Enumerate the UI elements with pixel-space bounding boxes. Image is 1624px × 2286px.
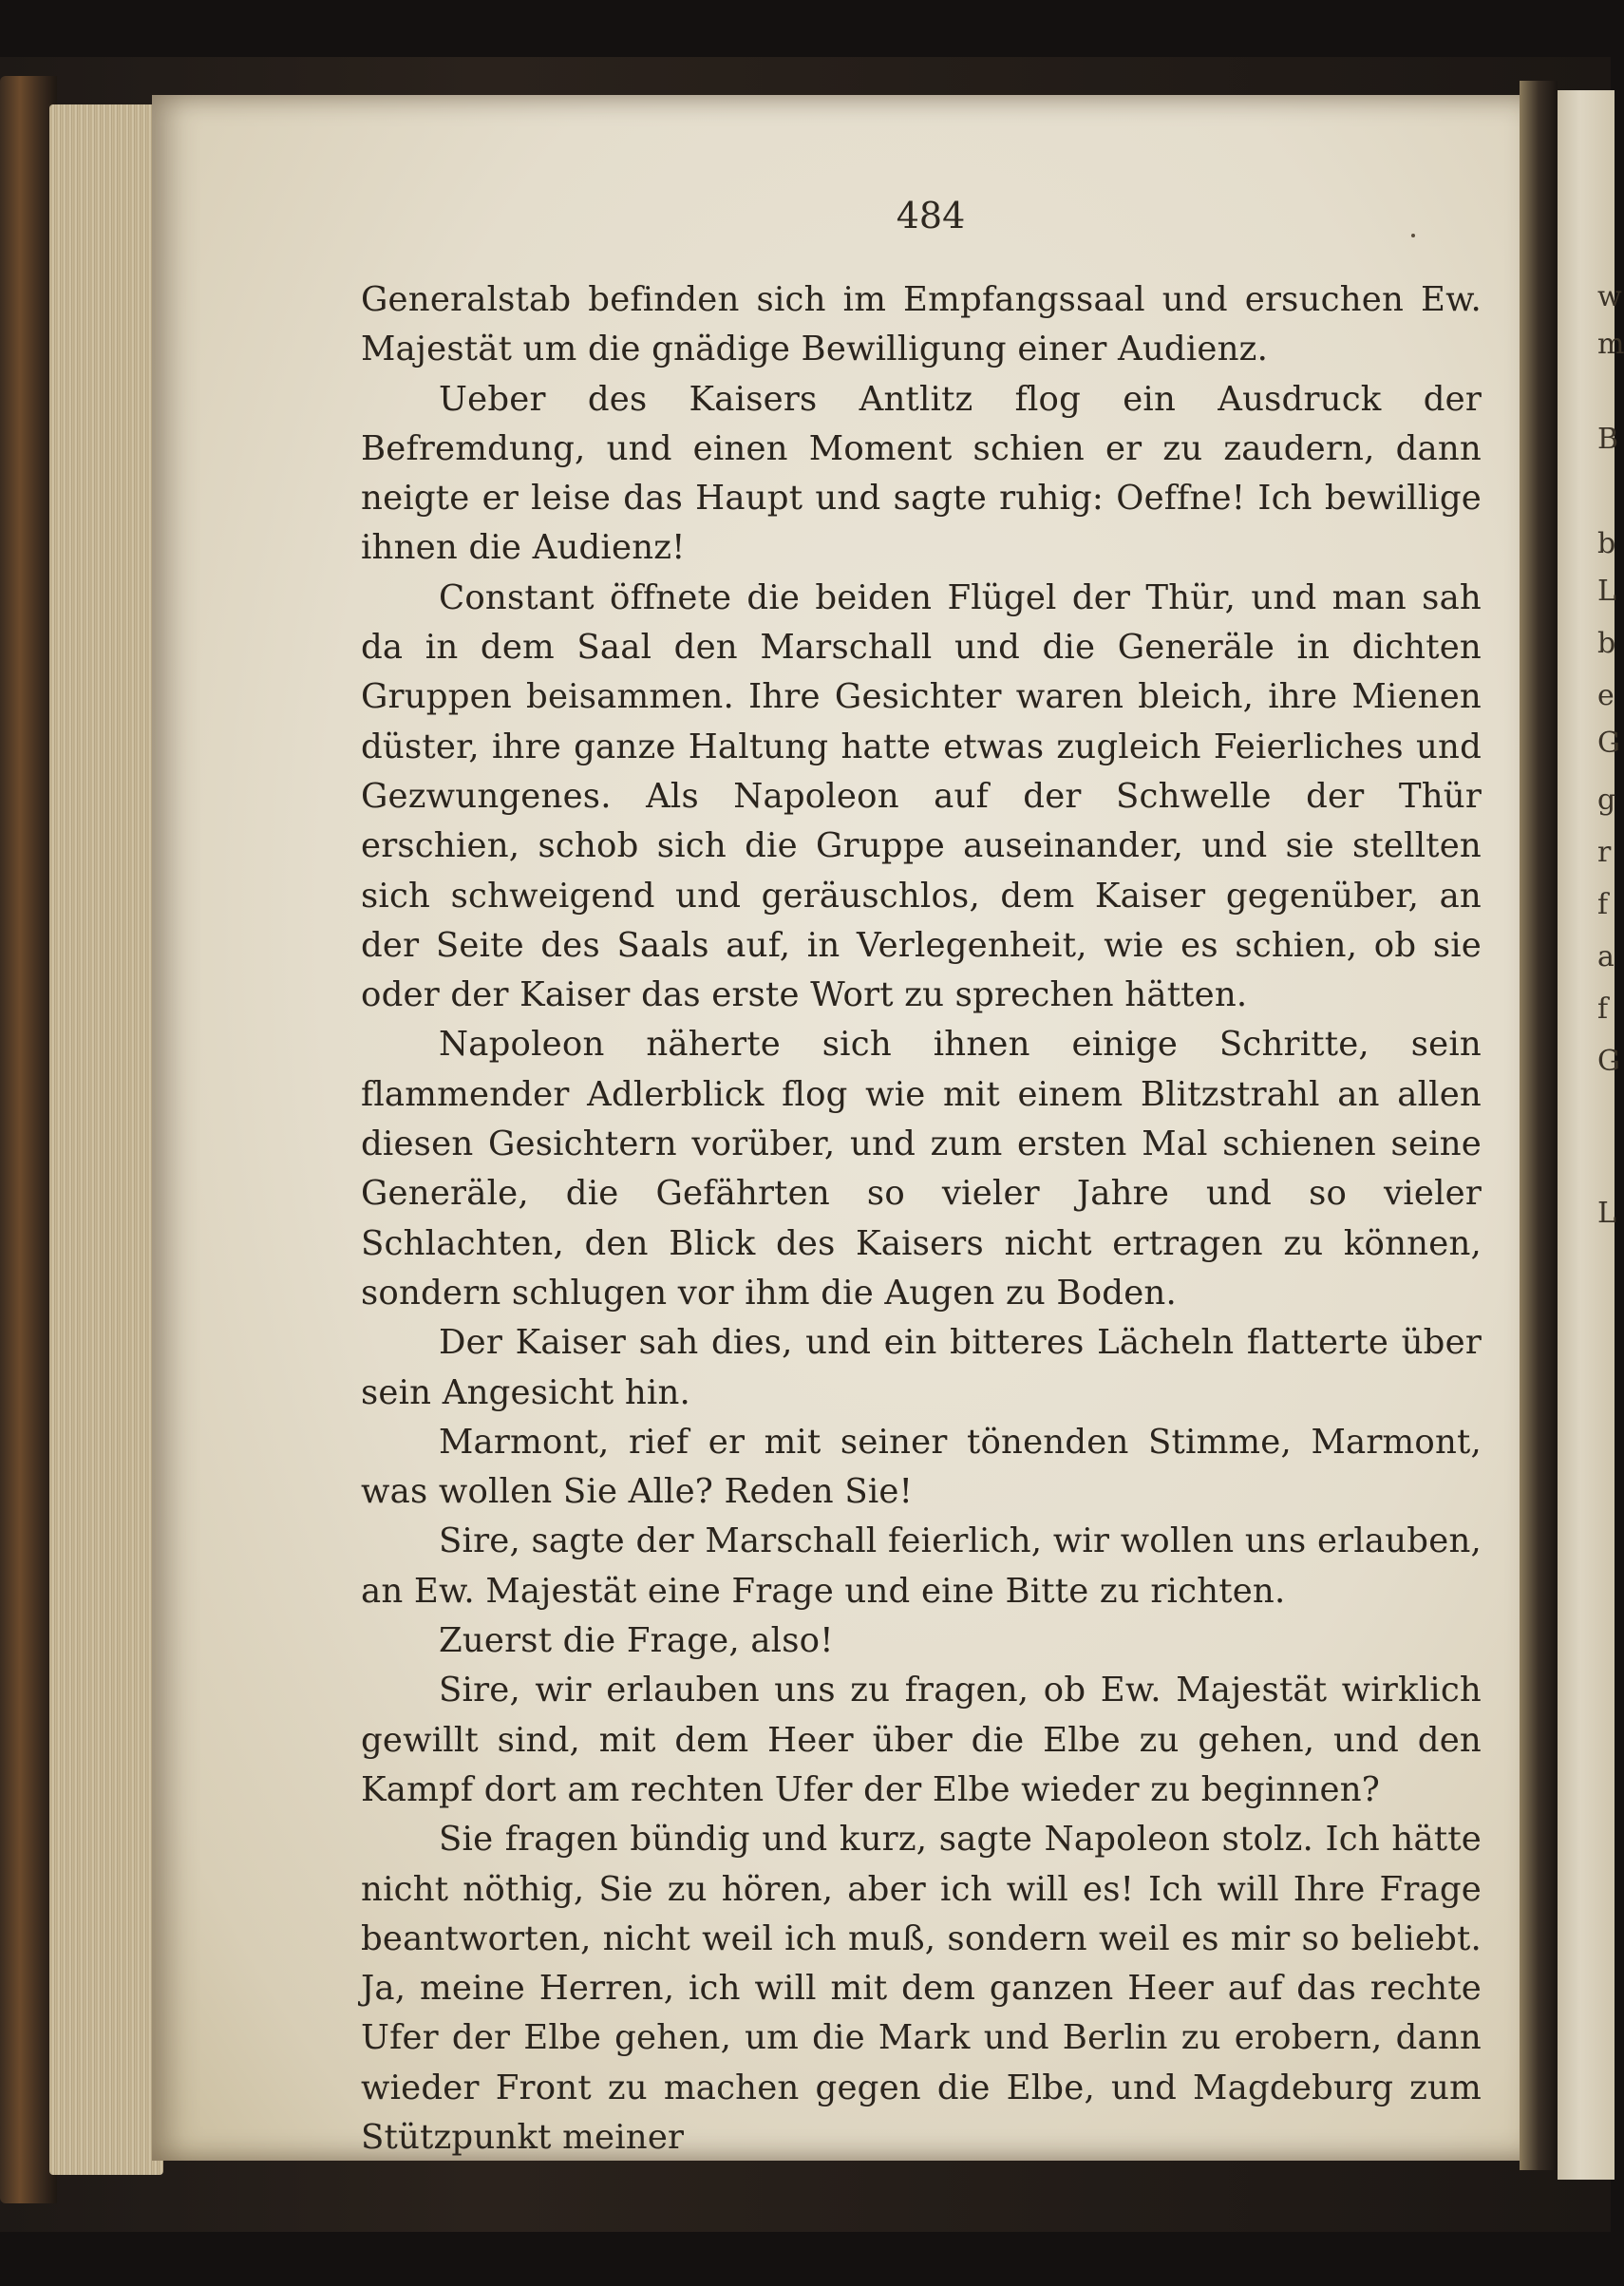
paragraph: Sire, wir erlauben uns zu fragen, ob Ew. Majestät wirklich gewillt sind, mit dem Heer über die Elbe zu gehen, und den Kampf dort am rechten Ufer der Elbe wieder zu beginnen?: [361, 1671, 1482, 1809]
paragraph: Marmont, rief er mit seiner tönenden Stimme, Marmont, was wollen Sie Alle? Reden Sie!: [361, 1422, 1482, 1512]
right-page-edge: [1558, 90, 1624, 2180]
page-edges: [49, 104, 163, 2175]
next-page-fragment: a: [1597, 940, 1615, 973]
paragraph: Sie fragen bündig und kurz, sagte Napoleon stolz. Ich hätte nicht nöthig, Sie zu hören, aber ich will es! Ich will Ihre Frage beantworten, nicht weil ich muß, sondern weil es mir so beliebt. Ja, meine Herren, ich will mit dem ganzen Heer auf das rechte Ufer der Elbe gehen, um die Mark und Berlin zu erobern, dann wieder Front zu machen gegen die Elbe, und Magdeburg zum Stützpunkt meiner: [361, 1820, 1482, 2157]
next-page-fragment: G: [1597, 727, 1620, 760]
next-page-fragment: G: [1597, 1045, 1620, 1078]
paragraph: Der Kaiser sah dies, und ein bitteres Lächeln flatterte über sein Angesicht hin.: [361, 1323, 1482, 1412]
next-page-fragment: L: [1597, 575, 1616, 608]
next-page-fragment: w: [1597, 280, 1622, 313]
paragraph: Constant öffnete die beiden Flügel der Thür, und man sah da in dem Saal den Marschall und die Generäle in dichten Gruppen beisammen. Ihre Gesichter waren bleich, ihre Mienen düster, ihre ganze Haltung hatte etwas zugleich Feierliches und Gezwungenes. Als Napoleon auf der Schwelle der Thür erschien, schob sich die Gruppe auseinander, und sie stellten sich schweigend und geräuschlos, dem Kaiser gegenüber, an der Seite des Saals auf, in Verlegenheit, wie es schien, ob sie oder der Kaiser das erste Wort zu sprechen hätten.: [361, 577, 1482, 1015]
next-page-fragment: g: [1597, 784, 1616, 817]
next-page-fragment: f: [1597, 992, 1609, 1026]
paragraph: Ueber des Kaisers Antlitz flog ein Ausdruck der Befremdung, und einen Moment schien er zu zaudern, dann neigte er leise das Haupt und sagte ruhig: Oeffne! Ich bewillige ihnen die Audienz!: [361, 379, 1482, 568]
paragraph: Generalstab befinden sich im Empfangssaal und ersuchen Ew. Majestät um die gnädige Bewilligung einer Audienz.: [361, 280, 1482, 369]
next-page-fragment: m: [1597, 328, 1624, 361]
next-page-fragment: b: [1597, 627, 1616, 660]
paragraph: Napoleon näherte sich ihnen einige Schritte, sein flammender Adlerblick flog wie mit einem Blitzstrahl an allen diesen Gesichtern vorüber, und zum ersten Mal schienen seine Generäle, die Gefährten so vieler Jahre und so vieler Schlachten, den Blick des Kaisers nicht ertragen zu können, sondern schlugen vor ihm die Augen zu Boden.: [361, 1025, 1482, 1313]
next-page-fragment: r: [1597, 836, 1612, 869]
paragraph: Sire, sagte der Marschall feierlich, wir wollen uns erlauben, an Ew. Majestät eine Frage und eine Bitte zu richten.: [361, 1521, 1482, 1611]
next-page-fragment: b: [1597, 527, 1616, 560]
book-cover-left: [0, 76, 57, 2203]
ink-speck: [1411, 234, 1415, 237]
next-page-fragment: f: [1597, 888, 1609, 921]
paragraph: Zuerst die Frage, also!: [439, 1621, 834, 1661]
next-page-fragment: B: [1597, 423, 1619, 456]
next-page-fragment: e: [1597, 679, 1615, 712]
book-gutter: [1520, 81, 1558, 2170]
next-page-fragment: L: [1597, 1197, 1616, 1230]
body-text: [361, 275, 1482, 2163]
page-number: 484: [896, 195, 966, 236]
